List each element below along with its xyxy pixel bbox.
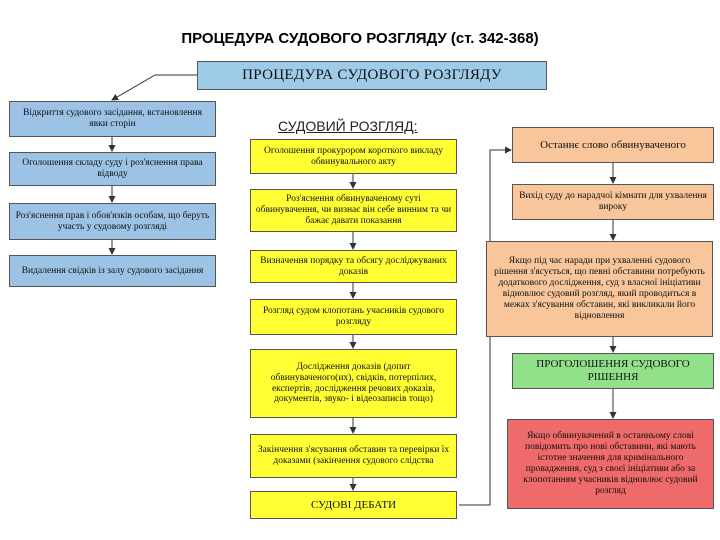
middle-step-2: Роз'яснення обвинуваченому суті обвинувачення, чи визнає він себе винним та чи бажає давати показання [250,189,457,232]
left-step-4: Видалення свідків із залу судового засідання [9,255,216,287]
right-step-1: Останнє слово обвинуваченого [512,127,714,163]
section-label: СУДОВИЙ РОЗГЛЯД: [278,118,418,134]
middle-step-3: Визначення порядку та обсягу досліджуваних доказів [250,250,457,283]
right-step-4: ПРОГОЛОШЕННЯ СУДОВОГО РІШЕННЯ [512,353,714,389]
right-step-2: Вихід суду до нарадчої кімнати для ухвалення вироку [512,184,714,220]
middle-step-4: Розгляд судом клопотань учасників судового розгляду [250,299,457,335]
right-step-3: Якщо під час наради при ухваленні судового рішення з'ясується, що певні обставини потребують додаткового дослідження, суд з власної ініціативи відновлює судовий розгляд, який проводиться в межах з'ясування обставин, які викликали його відновлення [486,241,713,337]
left-step-3: Роз'яснення прав і обов'язків особам, що беруть участь у судовому розгляді [9,203,216,240]
middle-step-7: СУДОВІ ДЕБАТИ [250,491,457,519]
middle-step-1: Оголошення прокурором короткого викладу обвинувального акту [250,139,457,174]
middle-step-6: Закінчення з'ясування обставин та перевірки їх доказами (закінчення судового слідства [250,434,457,478]
left-step-1: Відкриття судового засідання, встановлення явки сторін [9,101,216,137]
left-step-2: Оголошення складу суду і роз'яснення права відводу [9,152,216,186]
middle-step-5: Дослідження доказів (допит обвинуваченого(их), свідків, потерпілих, експертів, дослідження речових доказів, документів, звуко- і відеозаписів тощо) [250,349,457,418]
connector-header-to-left [112,75,197,100]
slide-title: ПРОЦЕДУРА СУДОВОГО РОЗГЛЯДУ (ст. 342-368) [181,30,539,47]
header-box: ПРОЦЕДУРА СУДОВОГО РОЗГЛЯДУ [197,61,547,90]
right-step-5: Якщо обвинувачений в останньому слові повідомить про нові обставини, які мають істотне значення для кримінального провадження, суд з своєї ініціативи або за клопотанням учасників відновлює судовий розгляд [507,419,714,509]
